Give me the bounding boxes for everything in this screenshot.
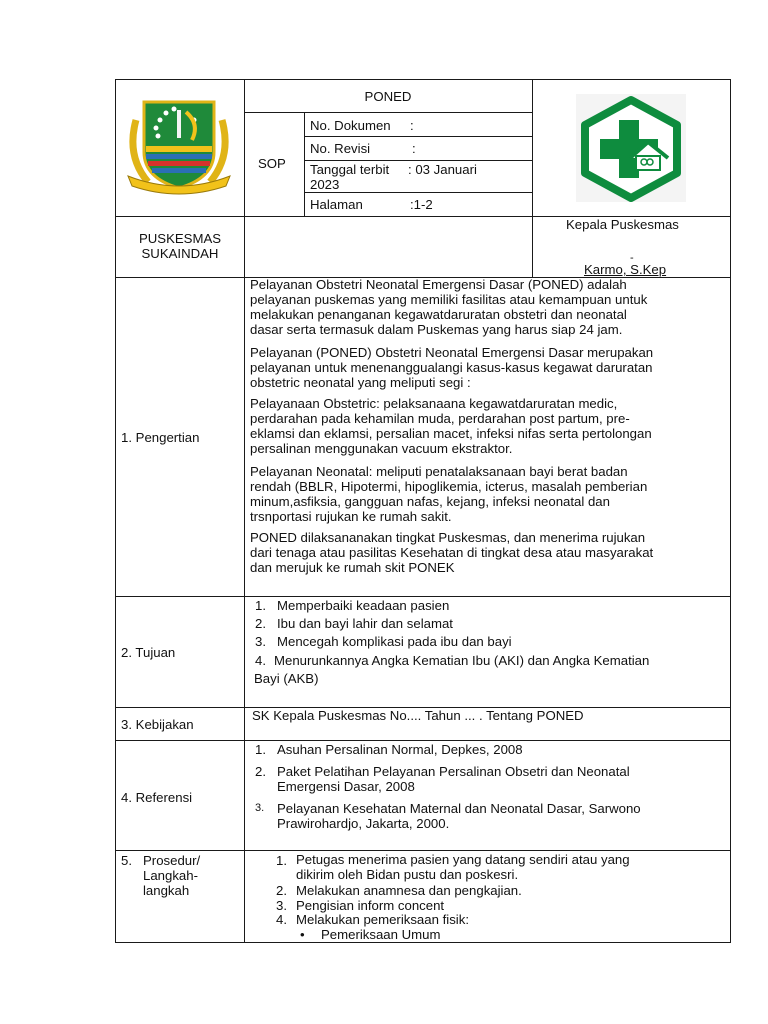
tujuan-item: Menurunkannya Angka Kematian Ibu (AKI) dan Angka Kematian	[274, 653, 650, 668]
list-number: 1.	[255, 742, 266, 757]
meta-value-dokumen: :	[410, 118, 414, 133]
signer-mark: -	[630, 252, 634, 264]
list-number: 3.	[255, 634, 266, 649]
meta-value-tanggal: : 03 Januari 2023	[310, 162, 477, 192]
referensi-item: Asuhan Persalinan Normal, Depkes, 2008	[277, 742, 523, 757]
list-number: 3.	[255, 802, 265, 814]
prosedur-item: Melakukan pemeriksaan fisik:	[296, 912, 469, 927]
meta-label-halaman: Halaman	[310, 197, 363, 212]
prosedur-subitem: Pemeriksaan Umum	[321, 927, 441, 942]
kebijakan-text: SK Kepala Puskesmas No.... Tahun ... . Tentang PONED	[252, 708, 584, 723]
org-name: PUSKESMAS SUKAINDAH	[138, 231, 222, 261]
list-number: 4.	[276, 912, 287, 927]
prosedur-item: Melakukan anamnesa dan pengkajian.	[296, 883, 522, 898]
referensi-item: Paket Pelatihan Pelayanan Persalinan Obsetri dan Neonatal Emergensi Dasar, 2008	[277, 764, 630, 794]
meta-value-revisi: :	[412, 141, 416, 156]
tujuan-item: Memperbaiki keadaan pasien	[277, 598, 450, 613]
tujuan-item: Ibu dan bayi lahir dan selamat	[277, 616, 453, 631]
list-number: 2.	[255, 764, 266, 779]
section-label-kebijakan: 3. Kebijakan	[121, 717, 194, 732]
sop-label: SOP	[258, 156, 286, 171]
pengertian-paragraph: Pelayanan (PONED) Obstetri Neonatal Emergensi Dasar merupakan pelayanan untuk menenanggualangi kasus-kasus kegawat daruratan obstetric neonatal yang meliputi segi :	[250, 345, 654, 390]
list-number: 1.	[276, 853, 287, 868]
bullet-dot: •	[300, 927, 305, 942]
puskesmas-logo	[576, 94, 686, 202]
list-number: 1.	[255, 598, 266, 613]
section-label-pengertian: 1. Pengertian	[121, 430, 200, 445]
pengertian-paragraph: Pelayanaan Obstetric: pelaksanaana kegawatdaruratan medic, perdarahan pada kehamilan muda, perdarahan post partum, pre- eklamsi dan eklamsi, persalian macet, infeksi nifas serta pertolongan persalinan menggunakan vacuum ekstraktor.	[250, 396, 652, 456]
prosedur-item: Petugas menerima pasien yang datang sendiri atau yang dikirim oleh Bidan pustu dan poskesri.	[296, 852, 630, 882]
meta-value-halaman: :1-2	[410, 197, 433, 212]
signer-name: Karmo, S.Kep	[584, 262, 667, 277]
meta-label-revisi: No. Revisi	[310, 141, 371, 156]
section-label-number: 5.	[121, 853, 132, 868]
document-title: PONED	[364, 89, 412, 104]
section-label-referensi: 4. Referensi	[121, 790, 193, 805]
list-number: 2.	[255, 616, 266, 631]
signer-title: Kepala Puskesmas	[566, 217, 679, 232]
pengertian-paragraph: PONED dilaksananakan tingkat Puskesmas, dan menerima rujukan dari tenaga atau pasilitas Kesehatan di tingkat desa atau masyarakat dan merujuk ke rumah skit PONEK	[250, 530, 654, 575]
pengertian-paragraph: Pelayanan Neonatal: meliputi penatalaksanaan bayi berat badan rendah (BBLR, Hipotermi, hipoglikemia, icterus, masalah pemberian minum,asfiksia, gangguan nafas, kejang, infeksi neonatal dan trsnportasi rujukan ke rumah sakit.	[250, 464, 648, 524]
prosedur-item: Pengisian inform concent	[296, 898, 445, 913]
section-label-tujuan: 2. Tujuan	[121, 645, 176, 660]
list-number: 4.	[255, 653, 266, 668]
list-number: 3.	[276, 898, 287, 913]
referensi-item: Pelayanan Kesehatan Maternal dan Neonatal Dasar, Sarwono Prawirohardjo, Jakarta, 2000.	[277, 801, 641, 831]
regency-emblem	[122, 96, 236, 196]
list-number: 2.	[276, 883, 287, 898]
tujuan-item: Mencegah komplikasi pada ibu dan bayi	[277, 634, 512, 649]
pengertian-paragraph: Pelayanan Obstetri Neonatal Emergensi Dasar (PONED) adalah pelayanan puskemas yang memiliki fasilitas atau kemampuan untuk melakukan penanganan kegawatdaruratan obstetri dan neonatal dasar serta termasuk dalam Puskemas yang harus siap 24 jam.	[250, 277, 648, 337]
meta-label-tanggal: Tanggal terbit	[310, 162, 390, 177]
meta-label-dokumen: No. Dokumen	[310, 118, 391, 133]
section-label-prosedur: Prosedur/ Langkah- langkah	[143, 853, 201, 898]
tujuan-item-continuation: Bayi (AKB)	[254, 671, 319, 686]
